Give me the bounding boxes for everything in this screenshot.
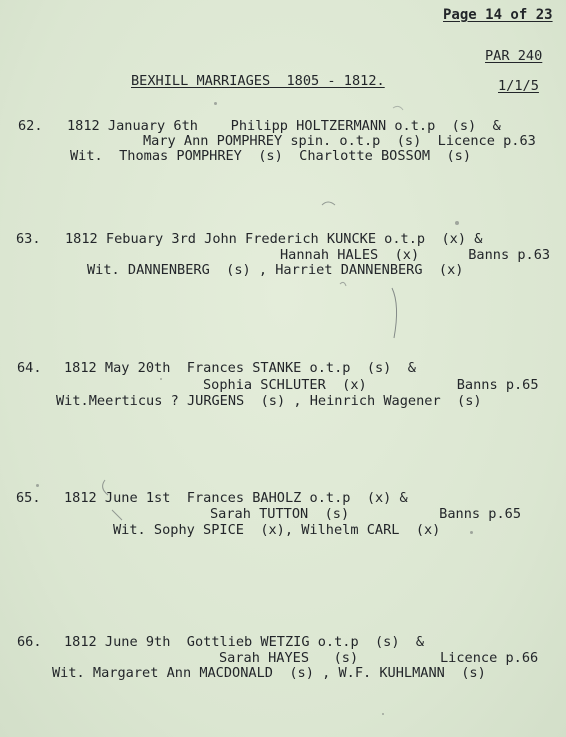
entry-line-1: 1812 June 1st Frances BAHOLZ o.t.p (x) &: [64, 490, 408, 506]
entry-witnesses: Wit. Thomas POMPHREY (s) Charlotte BOSSOM (s): [70, 148, 472, 164]
entry-witnesses: Wit. Sophy SPICE (x), Wilhelm CARL (x): [113, 522, 441, 538]
entry-number: 66.: [17, 634, 42, 650]
entry-number: 65.: [16, 490, 41, 506]
dust-speck: [160, 378, 162, 380]
entry-line-1: 1812 Febuary 3rd John Frederich KUNCKE o.t.p (x) &: [65, 231, 483, 247]
entry-witnesses: Wit. Margaret Ann MACDONALD (s) , W.F. KUHLMANN (s): [52, 665, 486, 681]
entry-line-2: Sarah TUTTON (s) Banns p.65: [210, 506, 521, 522]
folio-reference: 1/1/5: [498, 78, 539, 94]
entry-line-1: 1812 May 20th Frances STANKE o.t.p (s) &: [64, 360, 416, 376]
page-number-label: Page 14 of 23: [443, 7, 553, 23]
entry-witnesses: Wit.Meerticus ? JURGENS (s) , Heinrich Wagener (s): [56, 393, 482, 409]
entry-line-2: Sophia SCHLUTER (x) Banns p.65: [203, 377, 539, 393]
entry-line-1: 1812 January 6th Philipp HOLTZERMANN o.t.p (s) &: [67, 118, 501, 134]
dust-speck: [382, 713, 384, 715]
entry-line-2: Hannah HALES (x) Banns p.63: [280, 247, 551, 263]
entry-line-2: Sarah HAYES (s) Licence p.66: [219, 650, 539, 666]
entry-number: 63.: [16, 231, 41, 247]
entry-line-2: Mary Ann POMPHREY spin. o.t.p (s) Licence p.63: [143, 133, 536, 149]
dust-speck: [455, 221, 459, 225]
dust-speck: [214, 102, 217, 105]
dust-speck: [36, 484, 39, 487]
entry-line-1: 1812 June 9th Gottlieb WETZIG o.t.p (s) &: [64, 634, 425, 650]
entry-number: 64.: [17, 360, 42, 376]
parish-reference: PAR 240: [485, 48, 543, 64]
dust-speck: [470, 531, 473, 534]
entry-number: 62.: [18, 118, 43, 134]
entry-witnesses: Wit. DANNENBERG (s) , Harriet DANNENBERG (x): [87, 262, 464, 278]
document-title: BEXHILL MARRIAGES 1805 - 1812.: [131, 73, 385, 89]
